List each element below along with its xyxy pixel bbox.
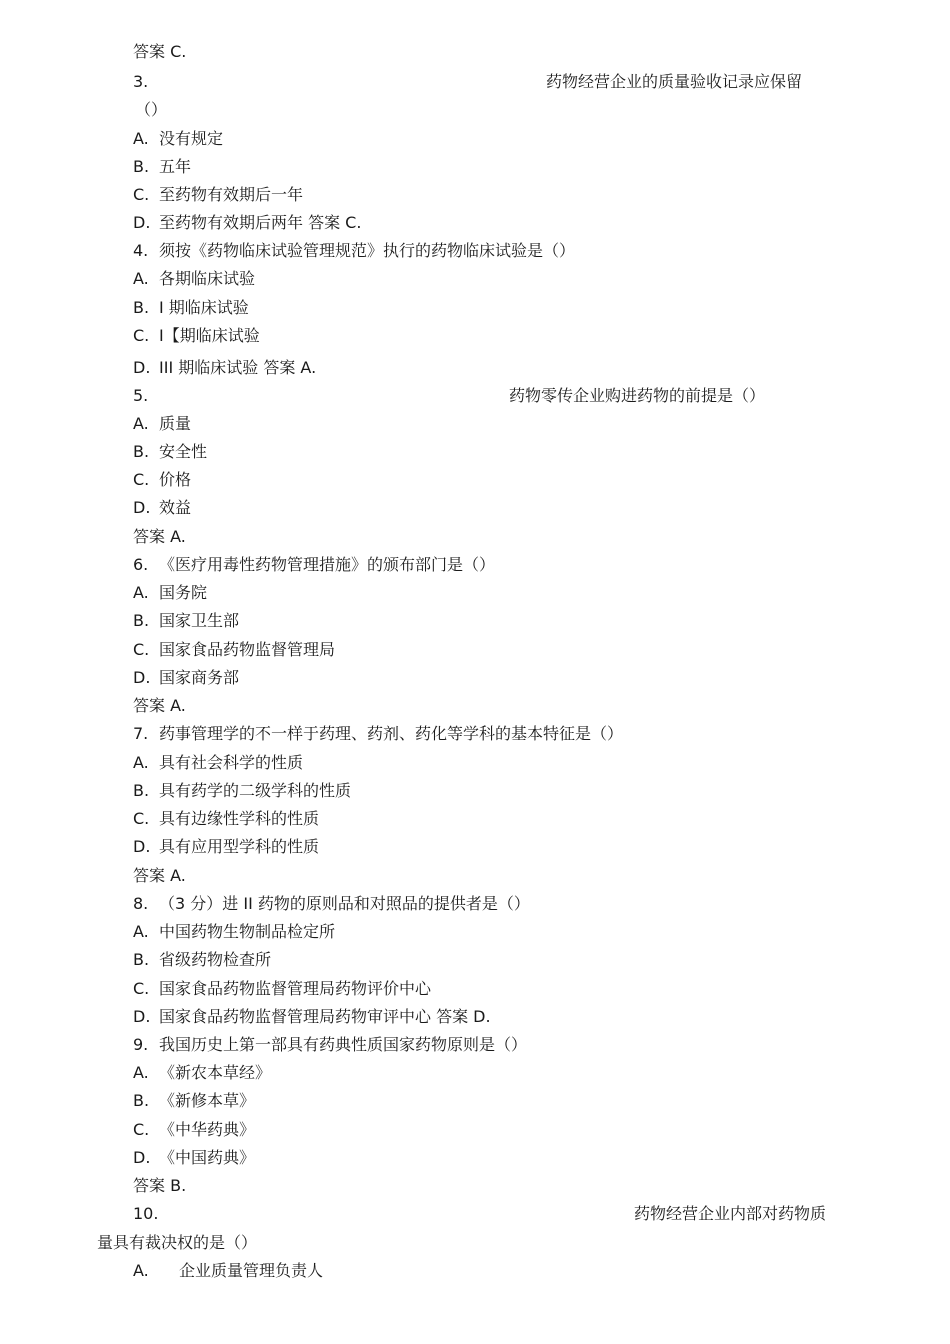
option-c: C. 至药物有效期后一年 [133,185,304,204]
option-a: A. 企业质量管理负责人 [133,1261,324,1280]
question-10-text: 药物经营企业内部对药物质 [634,1204,827,1223]
option-a: A. 国务院 [133,583,208,602]
question-5-text: 药物零传企业购进药物的前提是（） [509,386,766,405]
option-b: B. 《新修本草》 [133,1091,256,1110]
option-a: A. 质量 [133,414,192,433]
option-d: D. 国家食品药物监督管理局药物审评中心 答案 D. [133,1007,491,1026]
option-d: D. 《中国药典》 [133,1148,256,1167]
question-9: 9. 我国历史上第一部具有药典性质国家药物原则是（） [133,1035,528,1054]
question-6: 6. 《医疗用毒性药物管理措施》的颁布部门是（） [133,555,496,574]
option-b: B. 五年 [133,157,192,176]
question-8: 8. （3 分）进 II 药物的原则品和对照品的提供者是（） [133,894,530,913]
answer-line: 答案 B. [133,1176,187,1195]
question-10-continuation: 量具有裁决权的是（） [97,1233,258,1252]
answer-line: 答案 A. [133,866,186,885]
option-a: A. 中国药物生物制品检定所 [133,922,336,941]
option-b: B. I 期临床试验 [133,298,249,317]
question-3-text: 药物经营企业的质量验收记录应保留 [546,72,803,91]
option-c: C. 《中华药典》 [133,1120,256,1139]
option-d: D. 效益 [133,498,192,517]
question-5-number: 5. [133,386,149,405]
option-c: C. 价格 [133,470,192,489]
question-10-number: 10. [133,1204,159,1223]
question-3-paren: （） [135,100,168,119]
option-c: C. 国家食品药物监督管理局 [133,640,336,659]
option-d: D. 具有应用型学科的性质 [133,837,320,856]
option-b: B. 省级药物检查所 [133,950,272,969]
option-b: B. 安全性 [133,442,208,461]
option-d: D. 至药物有效期后两年 答案 C. [133,213,362,232]
answer-line: 答案 A. [133,696,186,715]
option-b: B. 国家卫生部 [133,611,240,630]
option-d: D. III 期临床试验 答案 A. [133,358,317,377]
option-c: C. I【期临床试验 [133,326,260,345]
option-b: B. 具有药学的二级学科的性质 [133,781,352,800]
question-4: 4. 须按《药物临床试验管理规范》执行的药物临床试验是（） [133,241,576,260]
option-a: A. 没有规定 [133,129,224,148]
answer-line: 答案 A. [133,527,186,546]
option-c: C. 具有边缘性学科的性质 [133,809,320,828]
question-3-number: 3. [133,72,149,91]
option-a: A. 《新农本草经》 [133,1063,272,1082]
option-a: A. 具有社会科学的性质 [133,753,304,772]
option-a: A. 各期临床试验 [133,269,256,288]
question-7: 7. 药事管理学的不一样于药理、药剂、药化等学科的基本特征是（） [133,724,624,743]
option-c: C. 国家食品药物监督管理局药物评价中心 [133,979,432,998]
answer-line: 答案 C. [133,42,187,61]
option-d: D. 国家商务部 [133,668,240,687]
